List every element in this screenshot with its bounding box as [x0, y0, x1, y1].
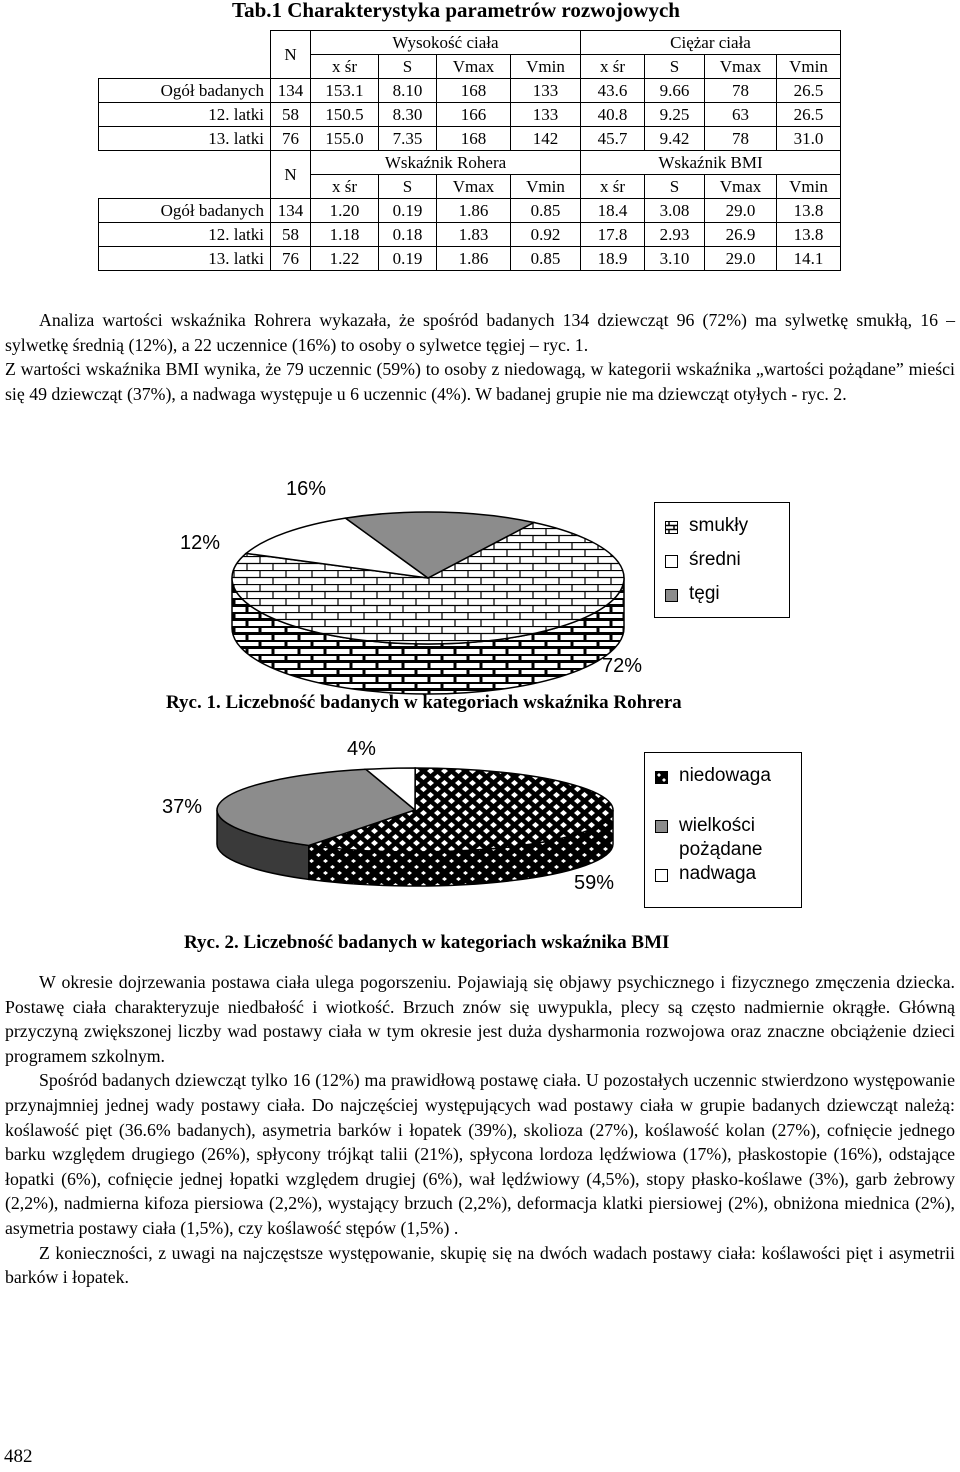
rohrer-pie-slices — [232, 512, 624, 694]
legend-swatch-gray — [655, 820, 668, 833]
table-row — [99, 103, 841, 127]
cell-n: 134 — [271, 199, 311, 223]
table-cell: 168 — [437, 79, 511, 103]
column-subheader: Vmin — [777, 55, 841, 79]
column-subheader: x śr — [311, 175, 379, 199]
table-cell: 153.1 — [311, 79, 379, 103]
table-row — [99, 199, 841, 223]
pie1-legend: smukły średni tęgi — [654, 502, 790, 618]
body-paragraph: W okresie dojrzewania postawa ciała ulega pogorszeniu. Pojawiają się objawy psychicznego i fizycznego zmęczenia dziecka. Postawę ciała charakteryzuje niedbałość i wiotkość. Brzuch znów się uwypukla, plecy są często nadmiernie okrągłe. Główną przyczyną zwiększonej liczby wad postawy ciała w tym okresie jest duża dysharmonia rozwojowa oraz znaczne obciążenie dzieci programem szkolnym. — [5, 972, 955, 1066]
table-cell: 26.5 — [777, 103, 841, 127]
table-cell: 155.0 — [311, 127, 379, 151]
pie1-label-smukly: 72% — [602, 655, 643, 677]
figure1-caption: Ryc. 1. Liczebność badanych w kategoriach wskaźnika Rohrera — [166, 692, 682, 713]
row-label: Ogół badanych — [99, 79, 271, 103]
column-subheader: S — [645, 55, 705, 79]
table-cell: 2.93 — [645, 223, 705, 247]
pie2-label-pozadane: 37% — [162, 796, 203, 818]
row-label: Ogół badanych — [99, 199, 271, 223]
column-subheader: Vmin — [511, 55, 581, 79]
table-header-row — [99, 31, 841, 55]
column-group-header: Wskaźnik BMI — [581, 151, 841, 175]
column-subheader: S — [379, 55, 437, 79]
table-cell: 13.8 — [777, 223, 841, 247]
table-cell: 45.7 — [581, 127, 645, 151]
pie1-label-tegi: 16% — [286, 478, 327, 500]
table-cell: 17.8 — [581, 223, 645, 247]
row-label: 12. latki — [99, 103, 271, 127]
column-subheader: Vmax — [705, 175, 777, 199]
legend-swatch-white — [655, 869, 668, 882]
table-row — [99, 247, 841, 271]
legend-swatch-brick — [665, 521, 678, 534]
table-cell: 1.86 — [437, 247, 511, 271]
table-cell: 63 — [705, 103, 777, 127]
column-subheader: Vmin — [777, 175, 841, 199]
row-label: 13. latki — [99, 127, 271, 151]
rohrer-pie-chart — [228, 500, 648, 700]
table-cell: 7.35 — [379, 127, 437, 151]
table-cell: 142 — [511, 127, 581, 151]
results-text — [5, 308, 955, 406]
bmi-pie-slices — [217, 768, 613, 886]
column-header-n: N — [271, 31, 311, 79]
cell-n: 58 — [271, 223, 311, 247]
table-header-row — [99, 151, 841, 175]
pie1-label-sredni: 12% — [180, 532, 221, 554]
table-cell: 29.0 — [705, 199, 777, 223]
table-cell: 1.22 — [311, 247, 379, 271]
table-cell: 9.66 — [645, 79, 705, 103]
table-cell: 133 — [511, 79, 581, 103]
column-subheader: Vmax — [437, 55, 511, 79]
pie2-legend: niedowaga wielkości pożądane nadwaga — [644, 752, 802, 908]
table-corner — [99, 31, 271, 79]
table-cell: 133 — [511, 103, 581, 127]
cell-n: 76 — [271, 247, 311, 271]
legend-swatch-diamond — [655, 771, 668, 784]
table-cell: 18.4 — [581, 199, 645, 223]
table-cell: 166 — [437, 103, 511, 127]
row-label: 12. latki — [99, 223, 271, 247]
column-subheader: S — [379, 175, 437, 199]
legend-swatch-white — [665, 555, 678, 568]
table-cell: 26.9 — [705, 223, 777, 247]
table-cell: 8.30 — [379, 103, 437, 127]
legend-swatch-gray — [665, 589, 678, 602]
table-cell: 0.19 — [379, 199, 437, 223]
table-cell: 0.18 — [379, 223, 437, 247]
table-cell: 1.20 — [311, 199, 379, 223]
column-group-header: Ciężar ciała — [581, 31, 841, 55]
table-cell: 31.0 — [777, 127, 841, 151]
parameters-table — [98, 30, 841, 271]
table-cell: 150.5 — [311, 103, 379, 127]
bmi-paragraph: Z wartości wskaźnika BMI wynika, że 79 uczennic (59%) to osoby z niedowagą, w kategorii wskaźnika „wartości pożądane” mieści się 49 dziewcząt (37%), a nadwaga występuje u 6 uczennic (4%). W badanej grupie nie ma dziewcząt otyłych - ryc. 2. — [5, 359, 955, 404]
column-subheader: x śr — [581, 175, 645, 199]
row-label: 13. latki — [99, 247, 271, 271]
table-title: Tab.1 Charakterystyka parametrów rozwojowych — [232, 0, 680, 22]
table-row — [99, 223, 841, 247]
table-cell: 0.85 — [511, 247, 581, 271]
page-number: 482 — [4, 1446, 33, 1467]
cell-n: 58 — [271, 103, 311, 127]
cell-n: 134 — [271, 79, 311, 103]
column-subheader: S — [645, 175, 705, 199]
column-group-header: Wskaźnik Rohera — [311, 151, 581, 175]
table-cell: 3.10 — [645, 247, 705, 271]
body-text — [5, 970, 955, 1290]
table-cell: 9.42 — [645, 127, 705, 151]
table-corner — [99, 151, 271, 199]
body-paragraph: Spośród badanych dziewcząt tylko 16 (12%) ma prawidłową postawę ciała. U pozostałych uczennic stwierdzono występowanie przynajmniej jednej wady postawy ciała. Do najczęściej występujących wad postawy ciała w grupie badanych dziewcząt należą: koślawość pięt (36.6% badanych), asymetria barków i łopatek (39%), skolioza (27%), koślawość kolan (27%), cofnięcie jednego barku względem drugiego (26%), spłycony trójkąt talii (21%), spłycona lordoza lędźwiowa (17%), płaskostopie (16%), odstające łopatki (6%), cofnięcie jednej łopatki względem drugiej (6%), wał lędźwiowy (4,5%), stopy płasko-koślawe (3%), garb żebrowy (2,2%), nadmierna kifoza piersiowa (2,2%), wystający brzuch (2,2%), deformacja klatki piersiowej (2%), obniżona miednica (2%), asymetria postawy ciała (1,5%), czy koślawość stępów (1,5%) . — [5, 1070, 955, 1238]
column-subheader: Vmin — [511, 175, 581, 199]
table-cell: 1.18 — [311, 223, 379, 247]
column-subheader: x śr — [311, 55, 379, 79]
column-subheader: x śr — [581, 55, 645, 79]
column-subheader: Vmax — [705, 55, 777, 79]
table-cell: 40.8 — [581, 103, 645, 127]
table-cell: 1.83 — [437, 223, 511, 247]
column-group-header: Wysokość ciała — [311, 31, 581, 55]
table-cell: 168 — [437, 127, 511, 151]
table-cell: 13.8 — [777, 199, 841, 223]
table-cell: 78 — [705, 127, 777, 151]
table-cell: 78 — [705, 79, 777, 103]
table-cell: 8.10 — [379, 79, 437, 103]
body-paragraph: Z konieczności, z uwagi na najczęstsze występowanie, skupię się na dwóch wadach postawy ciała: koślawości pięt i asymetrii barków i łopatek. — [5, 1242, 955, 1288]
column-subheader: Vmax — [437, 175, 511, 199]
table-cell: 43.6 — [581, 79, 645, 103]
rohrer-paragraph: Analiza wartości wskaźnika Rohrera wykazała, że spośród badanych 134 dziewcząt 96 (72%) ma sylwetkę smukłą, 16 – sylwetkę średnią (12%), a 22 uczennice (16%) to osoby o sylwetce tęgiej – ryc. 1. — [5, 310, 955, 355]
cell-n: 76 — [271, 127, 311, 151]
table-cell: 0.92 — [511, 223, 581, 247]
pie2-label-nadwaga: 4% — [347, 738, 376, 760]
column-header-n: N — [271, 151, 311, 199]
bmi-pie-chart — [210, 762, 630, 912]
table-cell: 1.86 — [437, 199, 511, 223]
table-row — [99, 127, 841, 151]
table-row — [99, 79, 841, 103]
table-cell: 18.9 — [581, 247, 645, 271]
table-cell: 29.0 — [705, 247, 777, 271]
table-cell: 0.19 — [379, 247, 437, 271]
table-cell: 26.5 — [777, 79, 841, 103]
table-cell: 0.85 — [511, 199, 581, 223]
table-cell: 3.08 — [645, 199, 705, 223]
pie2-label-niedowaga: 59% — [574, 872, 615, 894]
table-cell: 14.1 — [777, 247, 841, 271]
figure2-caption: Ryc. 2. Liczebność badanych w kategoriach wskaźnika BMI — [184, 932, 670, 953]
table-cell: 9.25 — [645, 103, 705, 127]
